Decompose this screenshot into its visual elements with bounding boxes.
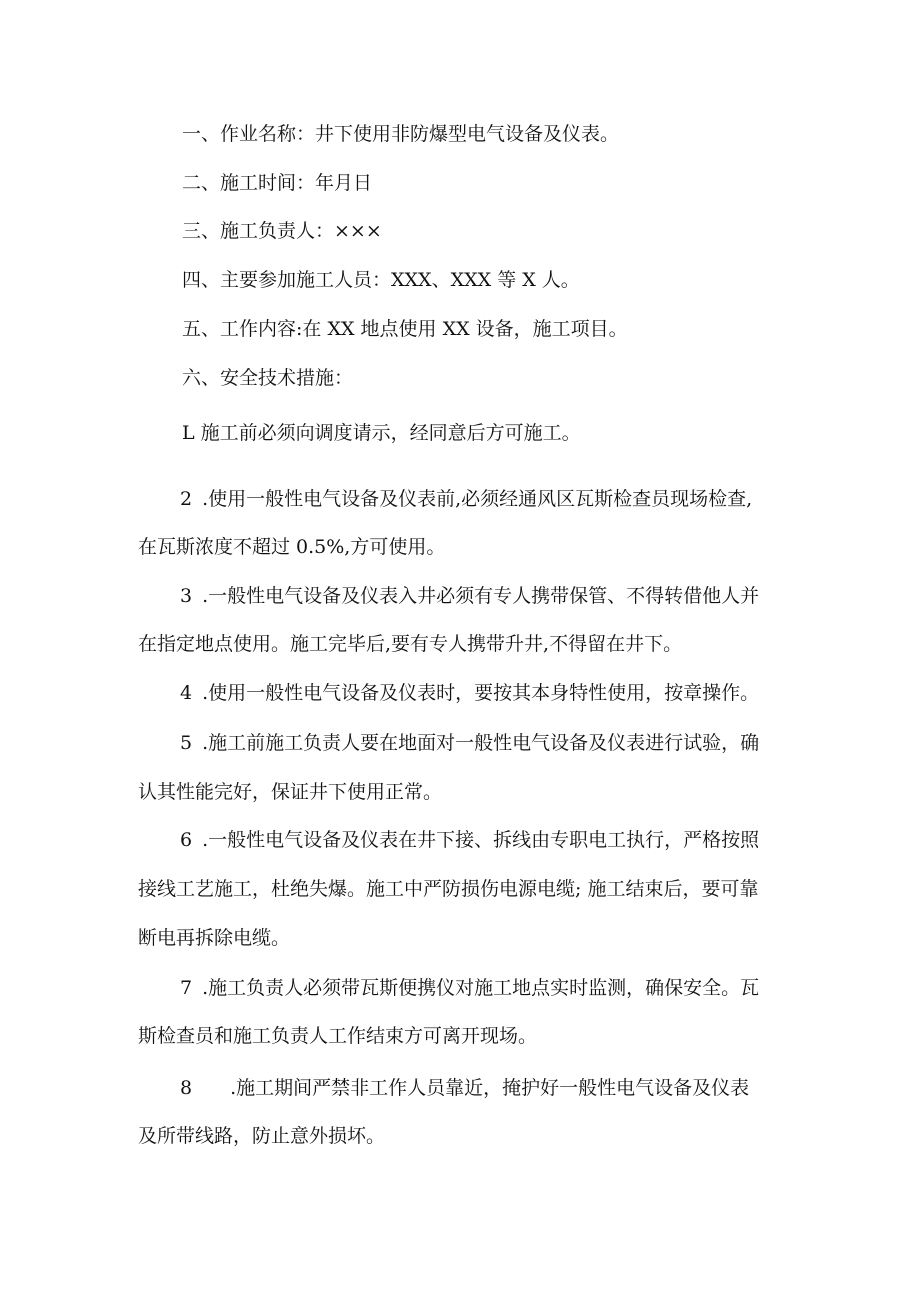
measure-4-line-1 bbox=[180, 681, 759, 705]
section-construction-time: 二、施工时间：年月日 bbox=[182, 172, 373, 194]
measure-7-number: 7 bbox=[180, 977, 193, 999]
measure-3-number: 3 bbox=[180, 585, 193, 607]
measure-3-line-2: 在指定地点使用。施工完毕后,要有专人携带升井,不得留在井下。 bbox=[138, 633, 683, 655]
measure-8-text: .施工期间严禁非工作人员靠近，掩护好一般性电气设备及仪表 bbox=[230, 1077, 750, 1099]
measure-6-line-1 bbox=[180, 828, 759, 852]
measure-8-number: 8 bbox=[180, 1077, 193, 1099]
measure-2-number: 2 bbox=[180, 488, 193, 510]
measure-2-line-1 bbox=[180, 487, 752, 511]
measure-6-line-3: 断电再拆除电缆。 bbox=[138, 927, 291, 949]
measure-4-text: .使用一般性电气设备及仪表时，要按其本身特性使用，按章操作。 bbox=[202, 682, 760, 704]
section-work-content: 五、工作内容:在 XX 地点使用 XX 设备，施工项目。 bbox=[182, 318, 628, 340]
section-personnel: 四、主要参加施工人员：XXX、XXX 等 X 人。 bbox=[182, 269, 580, 291]
measure-6-text: .一般性电气设备及仪表在井下接、拆线由专职电工执行，严格按照 bbox=[202, 829, 760, 851]
measure-7-line-1 bbox=[180, 976, 759, 1000]
measure-2-line-2: 在瓦斯浓度不超过 0.5%,方可使用。 bbox=[138, 536, 446, 558]
section-safety-measures-heading: 六、安全技术措施： bbox=[182, 367, 354, 389]
measure-1: L 施工前必须向调度请示，经同意后方可施工。 bbox=[182, 422, 581, 444]
measure-4-number: 4 bbox=[180, 682, 193, 704]
measure-5-number: 5 bbox=[180, 732, 193, 754]
measure-8-line-2: 及所带线路，防止意外损坏。 bbox=[138, 1125, 386, 1147]
measure-3-text: .一般性电气设备及仪表入井必须有专人携带保管、不得转借他人并 bbox=[202, 585, 760, 607]
measure-5-line-1 bbox=[180, 731, 759, 755]
measure-3-line-1 bbox=[180, 584, 759, 608]
measure-5-text: .施工前施工负责人要在地面对一般性电气设备及仪表进行试验，确 bbox=[202, 732, 760, 754]
measure-2-text: .使用一般性电气设备及仪表前,必须经通风区瓦斯检查员现场检查, bbox=[202, 488, 753, 510]
measure-6-line-2: 接线工艺施工，杜绝失爆。施工中严防损伤电源电缆; 施工结束后，要可靠 bbox=[138, 878, 759, 900]
section-person-in-charge: 三、施工负责人：××× bbox=[182, 220, 382, 242]
measure-7-text: .施工负责人必须带瓦斯便携仪对施工地点实时监测，确保安全。瓦 bbox=[202, 977, 760, 999]
section-job-name: 一、作业名称：井下使用非防爆型电气设备及仪表。 bbox=[182, 123, 620, 145]
measure-7-line-2: 斯检查员和施工负责人工作结束方可离开现场。 bbox=[138, 1025, 538, 1047]
measure-5-line-2: 认其性能完好，保证井下使用正常。 bbox=[138, 781, 443, 803]
measure-8-line-1 bbox=[180, 1076, 749, 1100]
measure-6-number: 6 bbox=[180, 829, 193, 851]
